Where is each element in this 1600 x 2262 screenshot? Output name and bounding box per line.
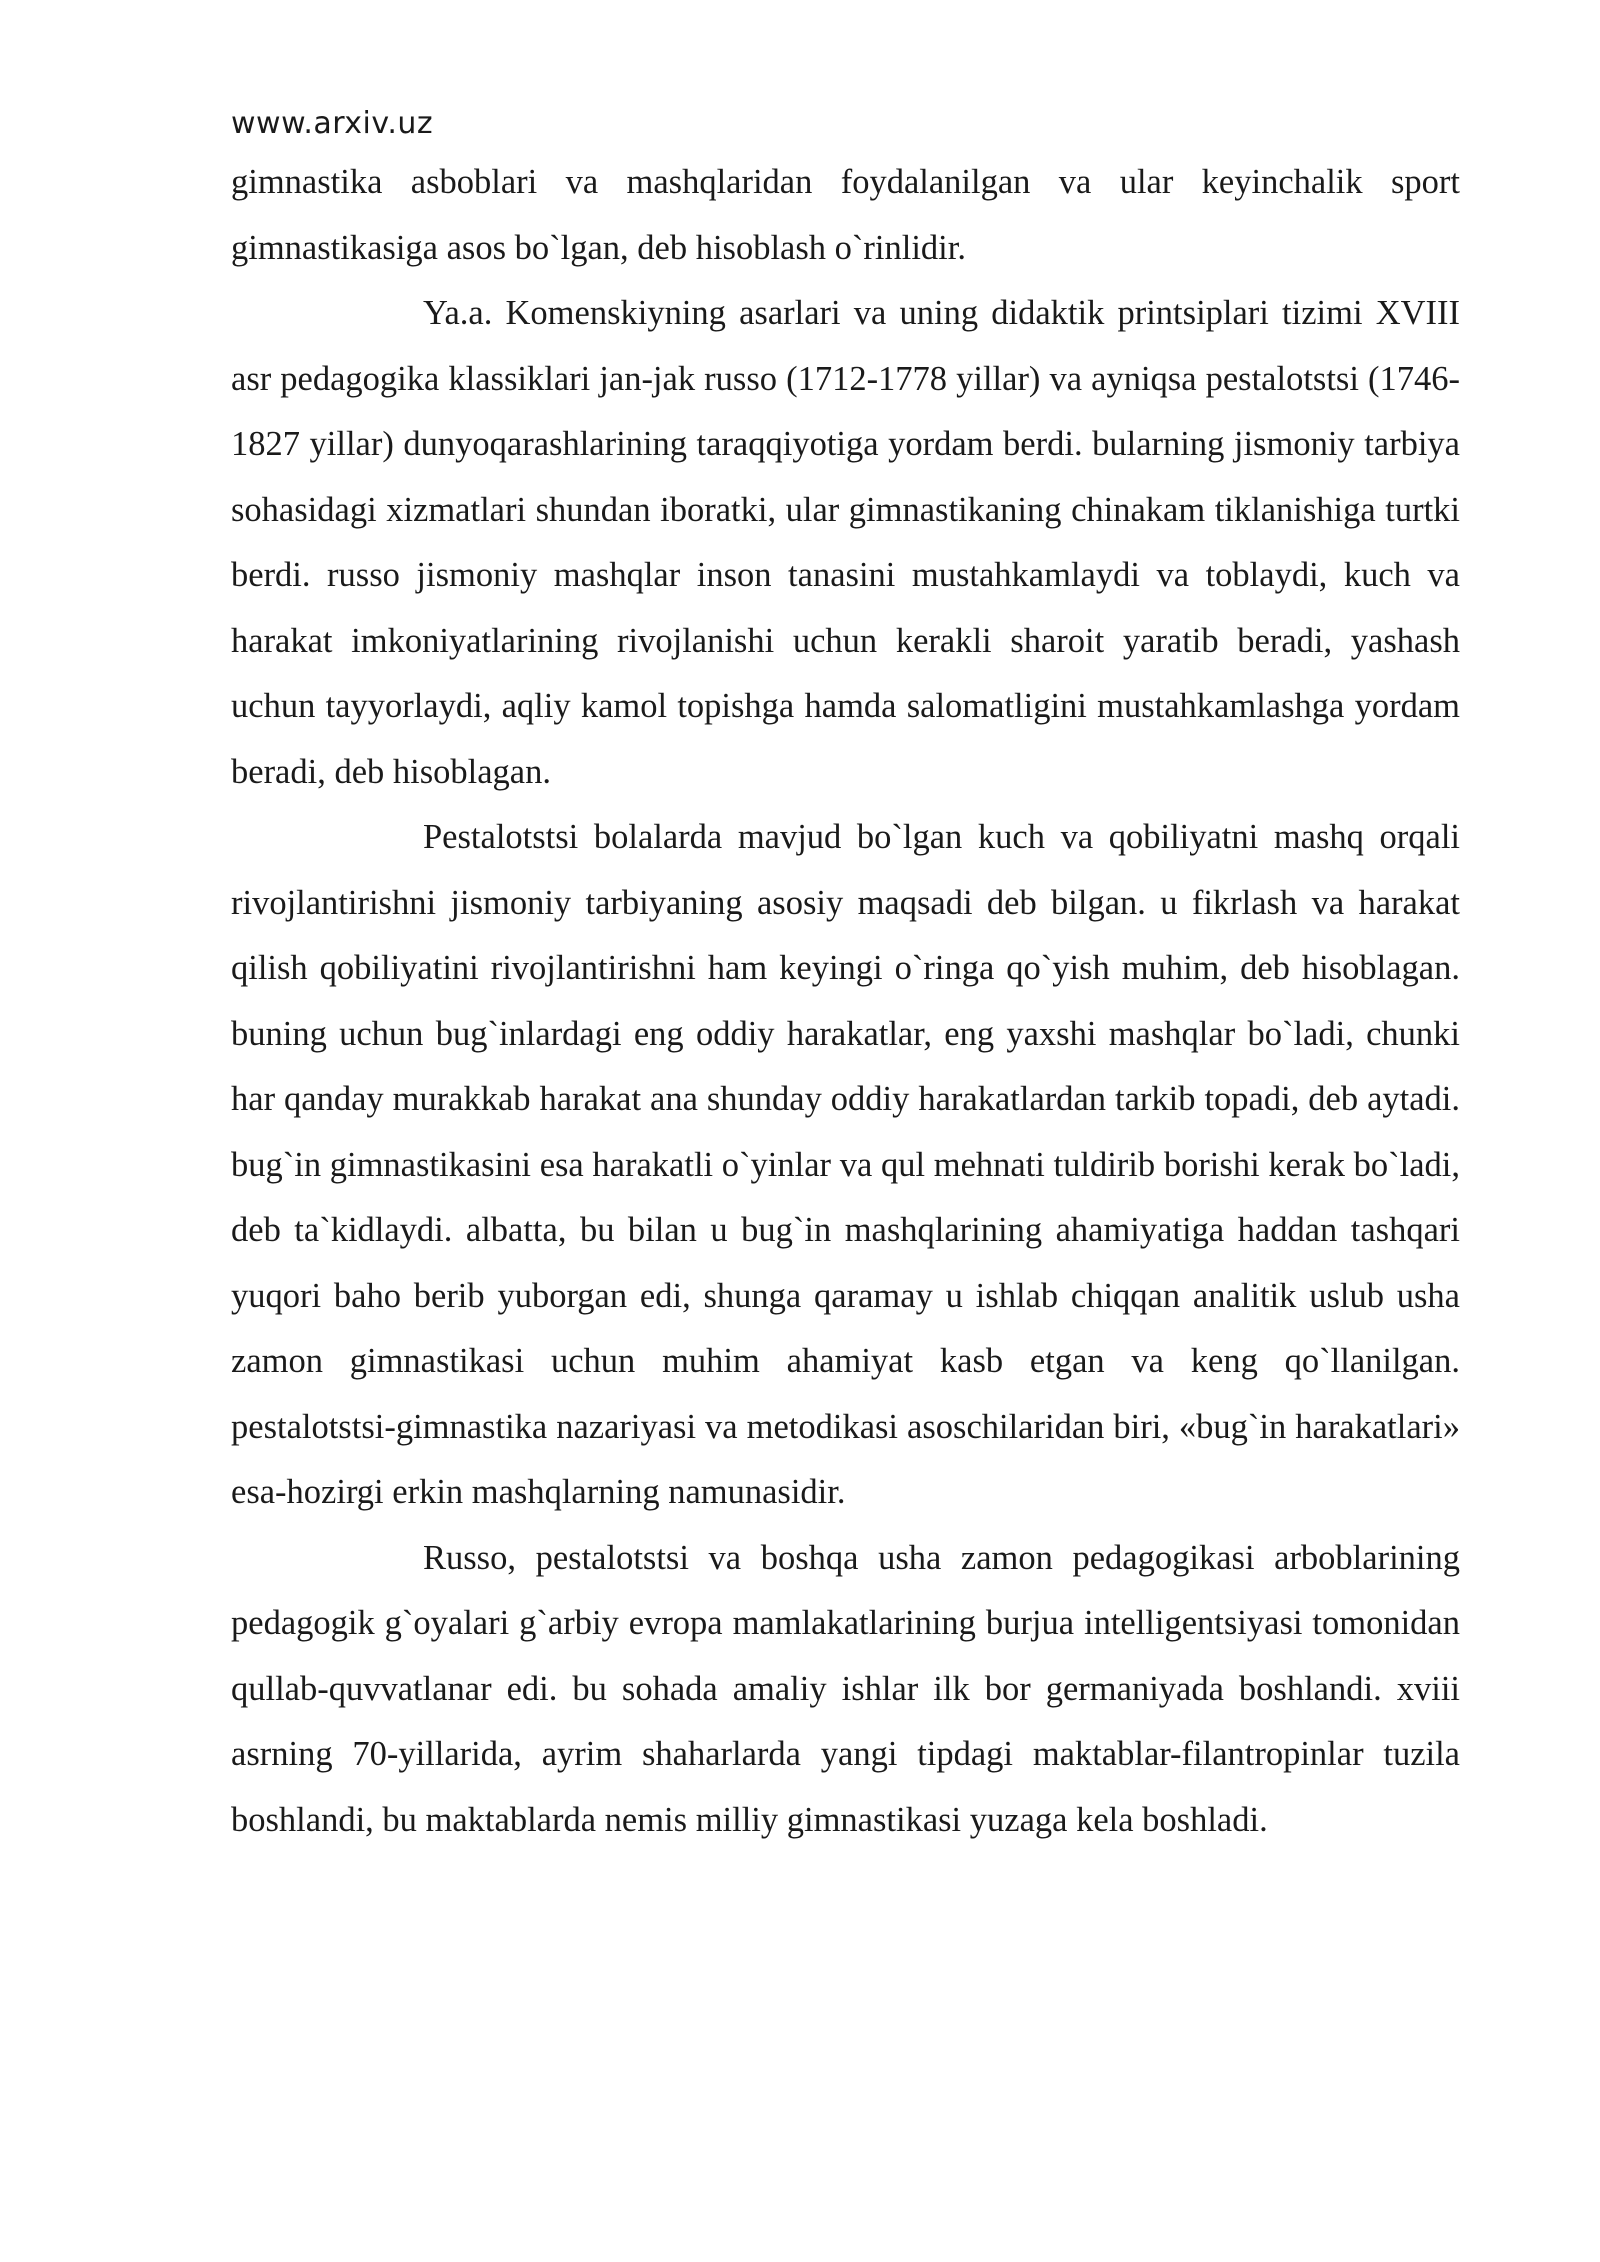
paragraph-2: Ya.a. Komenskiyning asarlari va uning didaktik printsiplari tizimi XVIII asr pedagogika klassiklari jan-jak russo (1712-1778 yillar) va ayniqsa pestalotstsi (1746-1827 yillar) dunyoqarashlarining taraqqiyotiga yordam berdi. bularning jismoniy tarbiya sohasidagi xizmatlari shundan iboratki, ular gimnastikaning chinakam tiklanishiga turtki berdi. russo jismoniy mashqlar inson tanasini mustahkamlaydi va toblaydi, kuch va harakat imkoniyatlarining rivojlanishi uchun kerakli sharoit yaratib beradi, yashash uchun tayyorlaydi, aqliy kamol topishga hamda salomatligini mustahkamlashga yordam beradi, deb hisoblagan. [231,294,1460,791]
paragraph-4: Russo, pestalotstsi va boshqa usha zamon pedagogikasi arboblarining pedagogik g`oyalari g`arbiy evropa mamlakatlarining burjua intelligentsiyasi tomonidan qullab-quvvatlanar edi. bu sohada amaliy ishlar ilk bor germaniyada boshlandi. xviii asrning 70-yillarida, ayrim shaharlarda yangi tipdagi maktablar-filantropinlar tuzila boshlandi, bu maktablarda nemis milliy gimnastikasi yuzaga kela boshladi. [231,1538,1460,1839]
paragraph-1: gimnastika asboblari va mashqlaridan foydalanilgan va ular keyinchalik sport gimnastikasiga asos bo`lgan, deb hisoblash o`rinlidir. [231,163,1460,267]
paragraph-3: Pestalotstsi bolalarda mavjud bo`lgan kuch va qobiliyatni mashq orqali rivojlantirishni jismoniy tarbiyaning asosiy maqsadi deb bilgan. u fikrlash va harakat qilish qobiliyatini rivojlantirishni ham keyingi o`ringa qo`yish muhim, deb hisoblagan. buning uchun bug`inlardagi eng oddiy harakatlar, eng yaxshi mashqlar bo`ladi, chunki har qanday murakkab harakat ana shunday oddiy harakatlardan tarkib topadi, deb aytadi. bug`in gimnastikasini esa harakatli o`yinlar va qul mehnati tuldirib borishi kerak bo`ladi, deb ta`kidlaydi. albatta, bu bilan u bug`in mashqlarining ahamiyatiga haddan tashqari yuqori baho berib yuborgan edi, shunga qaramay u ishlab chiqqan analitik uslub usha zamon gimnastikasi uchun muhim ahamiyat kasb etgan va keng qo`llanilgan. pestalotstsi-gimnastika nazariyasi va metodikasi asoschilaridan biri, «bug`in harakatlari» esa-hozirgi erkin mashqlarning namunasidir. [231,818,1460,1511]
document-body [231,150,1460,1853]
site-watermark: www.arxiv.uz [231,106,434,141]
